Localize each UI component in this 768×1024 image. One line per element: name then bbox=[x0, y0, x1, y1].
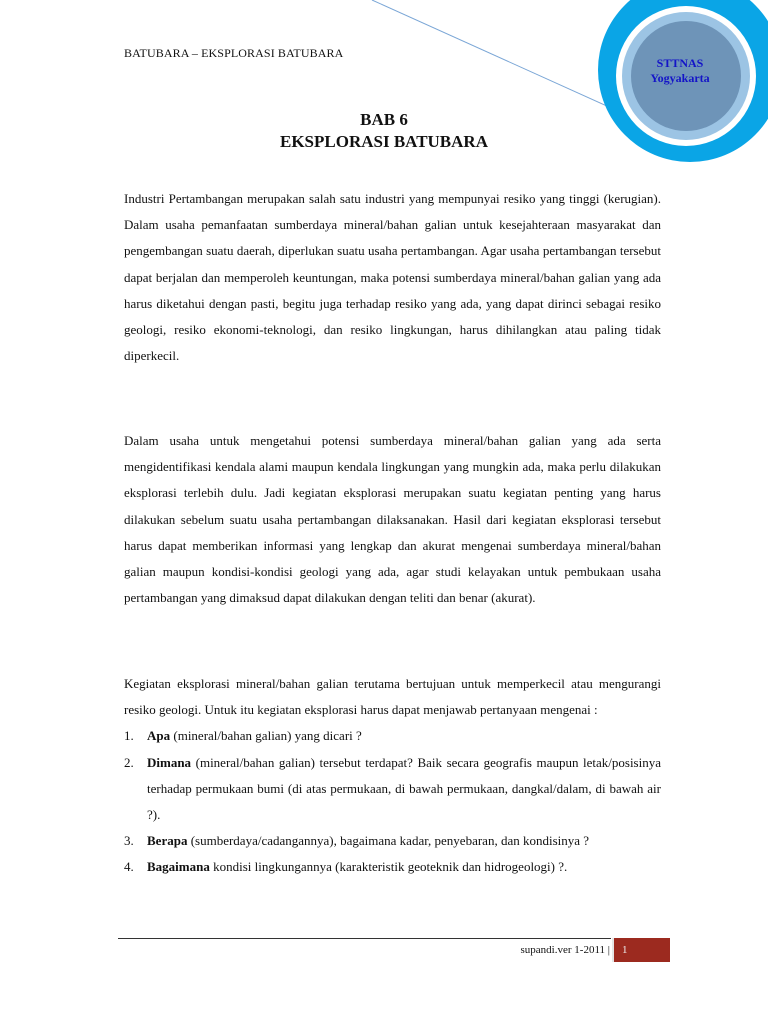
paragraph-text: Dalam usaha untuk mengetahui potensi sumberdaya mineral/bahan galian yang ada serta mengidentifikasi kendala alami maupun kendala lingkungan yang mungkin ada, maka perlu dilakukan eksplorasi terlebih dulu. Jadi kegiatan eksplorasi merupakan suatu kegiatan penting yang harus dilakukan sebelum suatu usaha pertambangan dilaksanakan. Hasil dari kegiatan eksplorasi tersebut harus dapat memberikan informasi yang lengkap dan akurat mengenai sumberdaya mineral/bahan galian maupun kondisi-kondisi geologi yang ada, agar studi kelayakan untuk pembukaan usaha pertambangan yang dimaksud dapat dilakukan dengan teliti dan benar (akurat). bbox=[124, 433, 661, 606]
chapter-title: EKSPLORASI BATUBARA bbox=[280, 132, 488, 151]
logo-line-1: STTNAS bbox=[656, 56, 704, 70]
body-paragraph-3 bbox=[124, 671, 661, 881]
list-text: kondisi lingkungannya (karakteristik geoteknik dan hidrogeologi) ?. bbox=[209, 859, 568, 875]
list-number: 1. bbox=[124, 728, 134, 744]
list-text: (sumberdaya/cadangannya), bagaimana kadar, penyebaran, dan kondisinya ? bbox=[187, 833, 590, 849]
page-number-box bbox=[612, 938, 670, 962]
logo-line-2: Yogyakarta bbox=[650, 71, 710, 85]
list-text: (mineral/bahan galian) yang dicari ? bbox=[170, 728, 362, 744]
list-keyword: Bagaimana bbox=[147, 859, 210, 875]
footer-divider bbox=[118, 938, 611, 939]
running-header: BATUBARA – EKSPLORASI BATUBARA bbox=[124, 46, 344, 60]
question-list bbox=[124, 723, 661, 880]
paragraph-text: Kegiatan eksplorasi mineral/bahan galian terutama bertujuan untuk memperkecil atau mengurangi resiko geologi. Untuk itu kegiatan eksplorasi harus dapat menjawab pertanyaan mengenai : bbox=[124, 676, 661, 718]
list-keyword: Apa bbox=[147, 728, 171, 744]
footer-author-version: supandi.ver 1-2011 | bbox=[520, 944, 610, 956]
list-number: 4. bbox=[124, 859, 134, 875]
list-item bbox=[124, 750, 661, 829]
list-keyword: Berapa bbox=[147, 833, 188, 849]
body-paragraph-2 bbox=[124, 428, 661, 611]
list-keyword: Dimana bbox=[147, 754, 192, 770]
list-item bbox=[124, 723, 661, 749]
list-text: (mineral/bahan galian) tersebut terdapat? Baik secara geografis maupun letak/posisinya terhadap permukaan bumi (di atas permukaan, di bawah permukaan, dangkal/dalam, di bawah air ?). bbox=[147, 754, 661, 823]
body-paragraph-1 bbox=[124, 186, 661, 369]
list-item bbox=[124, 854, 661, 880]
list-number: 3. bbox=[124, 833, 134, 849]
list-number: 2. bbox=[124, 754, 134, 770]
logo-label bbox=[636, 56, 724, 86]
chapter-number: BAB 6 bbox=[360, 110, 408, 129]
list-item bbox=[124, 828, 661, 854]
page-number: 1 bbox=[622, 944, 628, 956]
sttnas-logo-emblem bbox=[0, 0, 768, 200]
paragraph-text: Industri Pertambangan merupakan salah satu industri yang mempunyai resiko yang tinggi (kerugian). Dalam usaha pemanfaatan sumberdaya mineral/bahan galian untuk kesejahteraan masyarakat dan pengembangan suatu daerah, diperlukan suatu usaha pertambangan. Agar usaha pertambangan tersebut dapat berjalan dan memperoleh keuntungan, maka potensi sumberdaya mineral/bahan galian yang ada harus diketahui dengan pasti, begitu juga terhadap resiko yang ada, yang dapat dirinci sebagai resiko geologi, resiko ekonomi-teknologi, dan resiko lingkungan, harus dihilangkan atau paling tidak diperkecil. bbox=[124, 191, 661, 364]
